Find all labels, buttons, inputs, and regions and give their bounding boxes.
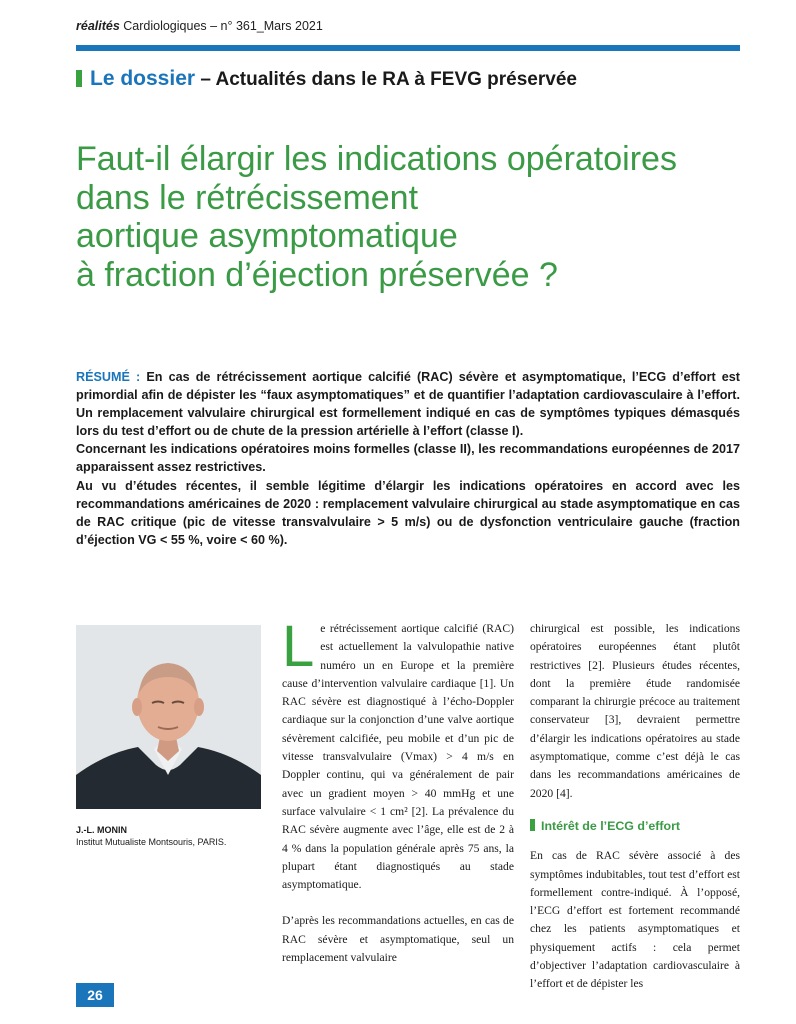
- author-block: [76, 824, 226, 848]
- body-paragraph: En cas de RAC sévère associé à des symptômes indubitables, tout test d’effort est formellement contre-indiqué. À l’opposé, l’ECG d’effort est fortement recommandé chez les patients asymptomatiques et physiquement actifs : cela permet d’objectiver l’adaptation cardiovasculaire à l’effort et de dépister les: [530, 849, 740, 991]
- abstract-paragraph: [76, 368, 740, 440]
- body-paragraph: chirurgical est possible, les indications opératoires européennes étant plutôt restrictives [2]. Plusieurs études récentes, dont la première étude randomisée comparant la chirurgie précoce au traitement conservateur [3], devraient permettre d’élargir les indications opératoires au stade asymptomatique, comme c’est déjà le cas dans les recommandations américaines de 2020 [4].: [530, 622, 740, 800]
- dossier-subtitle: – Actualités dans le RA à FEVG préservée: [195, 69, 577, 90]
- title-line: Faut-il élargir les indications opératoires: [76, 140, 677, 178]
- heading-marker: [530, 819, 535, 831]
- author-affiliation: Institut Mutualiste Montsouris, PARIS.: [76, 837, 227, 847]
- body-column-2: [530, 620, 740, 994]
- section-banner: [76, 67, 577, 91]
- title-line: dans le rétrécissement: [76, 178, 419, 217]
- article-title: [76, 140, 756, 294]
- author-photo: [76, 625, 261, 809]
- abstract-paragraph: Au vu d’études récentes, il semble légitime d’élargir les indications opératoires en accord avec les recommandations américaines de 2020 : remplacement valvulaire chirurgical au stade asymptomatique en cas de RAC critique (pic de vitesse transvalvulaire > 5 m/s) ou de dysfonction ventriculaire gauche (fraction d’éjection VG < 55 %, voire < 60 %).: [76, 478, 740, 547]
- author-portrait-image: [76, 625, 261, 809]
- dossier-label: Le dossier: [90, 67, 196, 90]
- body-paragraph: D’après les recommandations actuelles, en cas de RAC sévère et asymptomatique, seul un remplacement valvulaire: [282, 914, 514, 965]
- section-heading-text: Intérêt de l’ECG d’effort: [541, 818, 681, 833]
- drop-cap: L: [282, 614, 315, 679]
- body-paragraph: [282, 614, 514, 894]
- title-line: aortique asymptomatique: [76, 217, 458, 255]
- abstract-label: RÉSUMÉ :: [76, 370, 141, 384]
- journal-issue: Cardiologiques – n° 361_Mars 2021: [119, 19, 323, 33]
- author-name: J.-L. MONIN: [76, 825, 127, 835]
- body-text: e rétrécissement aortique calcifié (RAC) est actuellement la valvulopathie native numéro un en Europe et la première cause d’intervention valvulaire cardiaque [1]. Un RAC sévère est diagnostiqué à l’écho-Doppler cardiaque sur la conjonction d’une valve aortique sévèrement calcifiée, peu mobile et d’un pic de vitesse transvalvulaire (Vmax) > 4 m/s en Doppler continu, qui va généralement de pair avec un gradient moyen > 40 mmHg et une surface valvulaire < 1 cm² [2]. La prévalence du RAC sévère augmente avec l’âge, elle est de 2 à 4 % dans la population générale après 75 ans, la plupart étant diagnostiqués au stade asymptomatique.: [282, 622, 514, 892]
- section-marker: [76, 70, 82, 87]
- title-line: à fraction d’éjection préservée ?: [76, 255, 558, 294]
- abstract-text: En cas de rétrécissement aortique calcifié (RAC) sévère et asymptomatique, l’ECG d’effort est primordial afin de dépister les “faux asymptomatiques” et de quantifier l’adaptation cardiovasculaire à l’effort. Un remplacement valvulaire chirurgical est formellement indiqué en cas de symptômes typiques démasqués lors du test d’effort ou de chute de la pression artérielle à l’effort (classe I).: [76, 370, 740, 439]
- section-heading: [530, 817, 740, 835]
- abstract: [76, 368, 740, 549]
- journal-brand: réalités: [76, 19, 120, 33]
- body-column-1: [282, 614, 514, 967]
- page-number: 26: [76, 983, 114, 1007]
- header-rule: [76, 45, 740, 51]
- journal-header: [76, 19, 323, 33]
- abstract-paragraph: Concernant les indications opératoires moins formelles (classe II), les recommandations européennes de 2017 apparaissent assez restrictives.: [76, 442, 740, 475]
